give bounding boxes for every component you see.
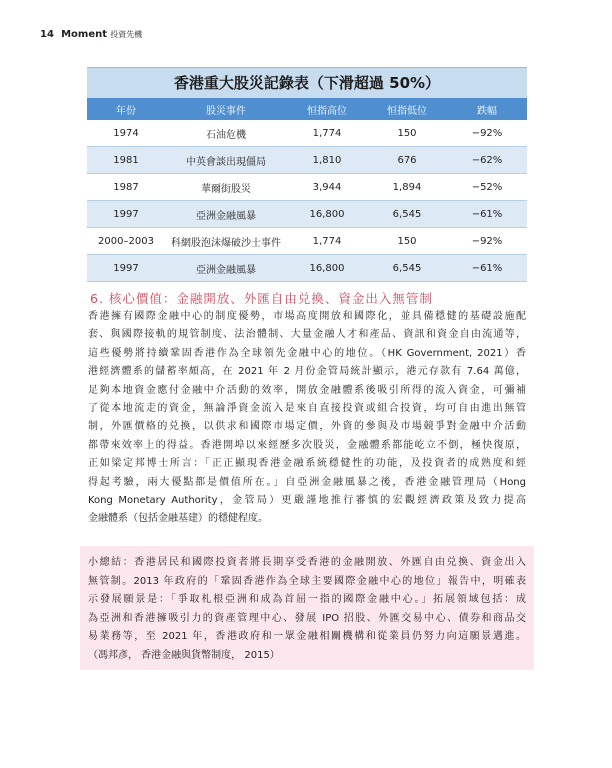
- cell-year: 1974: [87, 120, 165, 147]
- table-row: [87, 174, 527, 201]
- cell-low: 1,894: [367, 174, 447, 201]
- cell-low: 150: [367, 120, 447, 147]
- table-row: [87, 228, 527, 255]
- cell-high: 1,774: [287, 120, 367, 147]
- cell-drop: −92%: [447, 120, 527, 147]
- paragraph-line: Kong Monetary Authority，金管局）更嚴謹地推行審慎的宏觀經濟政策及致力提高: [88, 495, 526, 507]
- cell-year: 1987: [87, 174, 165, 201]
- table-header-row: [87, 98, 527, 120]
- cell-high: 3,944: [287, 174, 367, 201]
- paragraph-line: 這些優勢將持續鞏固香港作為全球領先金融中心的地位。（HK Government, 2021）香: [88, 347, 526, 359]
- section-name: 投資先機: [110, 30, 143, 39]
- cell-year: 2000–2003: [87, 228, 165, 255]
- summary-box: [80, 546, 534, 670]
- paragraph-line: 了從本地流走的資金，無論淨資金流入是來自直接投資或組合投資，均可自由進出無管: [88, 403, 526, 415]
- cell-high: 16,800: [287, 201, 367, 228]
- cell-drop: −92%: [447, 228, 527, 255]
- cell-event: 科網股泡沫爆破沙士事件: [165, 228, 287, 255]
- cell-high: 16,800: [287, 255, 367, 282]
- table-title: 香港重大股災記錄表（下滑超過 50%）: [87, 67, 527, 98]
- cell-low: 6,545: [367, 201, 447, 228]
- cell-year: 1997: [87, 201, 165, 228]
- page-number: 14: [40, 29, 54, 40]
- paragraph-line: 都帶來效率上的得益。香港開埠以來經歷多次股災，金融體系都能屹立不倒，極快復原，: [88, 439, 526, 451]
- cell-low: 150: [367, 228, 447, 255]
- cell-drop: −61%: [447, 255, 527, 282]
- col-header-drop: 跌幅: [447, 98, 527, 120]
- col-header-event: 股災事件: [165, 98, 287, 120]
- col-header-high: 恒指高位: [287, 98, 367, 120]
- paragraph-line: 足夠本地資金應付金融中介活動的效率，開放金融體系後吸引所得的流入資金，可彌補: [88, 384, 526, 396]
- cell-low: 676: [367, 147, 447, 174]
- cell-event: 華爾街股災: [165, 174, 287, 201]
- table-row: [87, 255, 527, 282]
- paragraph-line: 香港擁有國際金融中心的制度優勢，市場高度開放和國際化，並具備穩健的基礎設施配: [88, 311, 526, 322]
- cell-drop: −61%: [447, 201, 527, 228]
- cell-low: 6,545: [367, 255, 447, 282]
- table-row: [87, 147, 527, 174]
- col-header-year: 年份: [87, 98, 165, 120]
- cell-event: 中英會談出現僵局: [165, 147, 287, 174]
- table-row: [87, 201, 527, 228]
- cell-event: 亞洲金融風暴: [165, 255, 287, 282]
- col-header-low: 恒指低位: [367, 98, 447, 120]
- table-row: [87, 120, 527, 147]
- cell-drop: −52%: [447, 174, 527, 201]
- summary-line: 無管制。2013 年政府的「鞏固香港作為全球主要國際金融中心的地位」報告中，明確表: [88, 575, 526, 587]
- section-heading: 6. 核心價值：金融開放、外匯自由兑換、資金出入無管制: [90, 291, 433, 306]
- paragraph-line: 制，外匯價格的兑換，以供求和國際市場定價，外資的參與及市場競爭對金融中介活動: [88, 421, 526, 433]
- paragraph-line: 金融體系（包括金融基建）的穩健程度。: [88, 513, 268, 525]
- cell-high: 1,774: [287, 228, 367, 255]
- paragraph-line: 正如梁定邦博士所言：「正正顯現香港金融系統穩健性的功能，及投資者的成熟度和經: [88, 458, 526, 470]
- cell-year: 1997: [87, 255, 165, 282]
- cell-year: 1981: [87, 147, 165, 174]
- summary-line: 示發展願景是：「爭取札根亞洲和成為首屈一指的國際金融中心。」拓展領域包括：成: [88, 594, 526, 606]
- body-paragraph: [88, 308, 526, 529]
- summary-line: 為亞洲和香港擁吸引力的資產管理中心、發展 IPO 招股、外匯交易中心、債券和商品交: [88, 612, 526, 624]
- crash-data-table: [87, 98, 527, 282]
- cell-event: 亞洲金融風暴: [165, 201, 287, 228]
- summary-line: 小總結：香港居民和國際投資者將長期享受香港的金融開放、外匯自由兑換、資金出入: [88, 557, 526, 568]
- cell-drop: −62%: [447, 147, 527, 174]
- brand-name: Moment: [61, 29, 108, 40]
- cell-high: 1,810: [287, 147, 367, 174]
- cell-event: 石油危機: [165, 120, 287, 147]
- page-header: [40, 29, 142, 40]
- paragraph-line: 套、與國際接軌的規管制度、法治體制、大量金融人才和產品、資訊和資金自由流通等，: [88, 329, 526, 341]
- summary-line: （馮邦彥， 香港金融與貨幣制度， 2015）: [88, 649, 280, 661]
- crash-table: [87, 67, 527, 282]
- summary-line: 易業務等，至 2021 年，香港政府和一眾金融相關機構和從業員仍努力向這願景邁進。: [88, 631, 526, 643]
- paragraph-line: 得起考驗，兩大優點都是價值所在。」自亞洲金融風暴之後，香港金融管理局（Hong: [88, 476, 526, 488]
- paragraph-line: 港經濟體系的儲蓄率頗高，在 2021 年 2 月份金管局統計顯示，港元存款有 7.64 萬億，: [88, 366, 526, 378]
